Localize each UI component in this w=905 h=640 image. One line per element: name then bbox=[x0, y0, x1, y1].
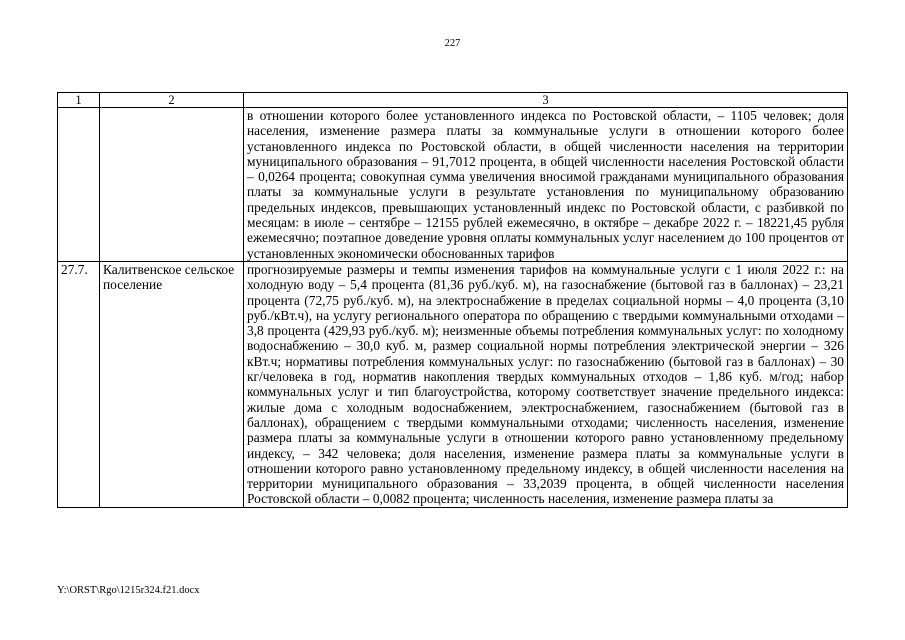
table-row bbox=[58, 108, 848, 262]
page-number: 227 bbox=[444, 38, 461, 49]
column-header: 3 bbox=[244, 93, 848, 108]
row-number: 27.7. bbox=[58, 261, 100, 507]
content-table bbox=[57, 92, 848, 508]
column-header: 1 bbox=[58, 93, 100, 108]
row-text bbox=[244, 261, 848, 507]
table-row bbox=[58, 261, 848, 507]
column-header: 2 bbox=[100, 93, 244, 108]
row-text bbox=[244, 108, 848, 262]
row-paragraph: прогнозируемые размеры и темпы изменения тарифов на коммунальные услуги с 1 июля 2022 г.: на холодную воду – 5,4 процента (81,36 руб./куб. м), на газоснабжение (бытовой газ в баллонах) – 23,21 процента (72,75 руб./куб. м), на электроснабжение в пределах социальной нормы – 4,0 процента (3,10 руб./кВт.ч), на услугу регионального оператора по обращению с твердыми коммунальными отходами – 3,8 процента (429,93 руб./куб. м); неизменные объемы потребления коммунальных услуг: по холодному водоснабжению – 30,0 куб. м, размер социальной нормы потребления электрической энергии – 326 кВт.ч; нормативы потребления коммунальных услуг: по газоснабжению (бытовой газ в баллонах) – 30 кг/человека в год, норматив накопления твердых коммунальных отходов – 1,86 куб. м/год; набор коммунальных услуг и тип благоустройства, которому соответствует значение предельного индекса: жилые дома с холодным водоснабжением, электроснабжением, газоснабжением (бытовой газ в баллонах), обращением с твердыми коммунальными отходами; численность населения, изменение размера платы за коммунальные услуги в отношении которого равно установленному предельному индексу, – 342 человека; доля населения, изменение размера платы за коммунальные услуги в отношении которого равно установленному предельному индексу, в общей численности населения на территории муниципального образования – 33,2039 процента, в общей численности населения Ростовской области – 0,0082 процента; численность населения, изменение размера платы за bbox=[247, 261, 844, 507]
settlement-name: Калитвенское сельское поселение bbox=[100, 261, 244, 507]
row-paragraph: в отношении которого более установленного индекса по Ростовской области, – 1105 человек; доля населения, изменение размера платы за коммунальные услуги в отношении которого более установленного индекса по Ростовской области, в общей численности населения на территории муниципального образования – 91,7012 процента, в общей численности населения Ростовской области – 0,0264 процента; совокупная сумма увеличения вносимой гражданами муниципального образования платы за коммунальные услуги в результате установления по муниципальному образованию предельных индексов, превышающих установленный индекс по Ростовской области, с разбивкой по месяцам: в июле – сентябре – 12155 рублей ежемесячно, в октябре – декабре 2022 г. – 18221,45 рубля ежемесячно; поэтапное доведение уровня оплаты коммунальных услуг населением до 100 процентов от установленных экономически обоснованных тарифов bbox=[247, 108, 844, 261]
settlement-name bbox=[100, 108, 244, 262]
row-number bbox=[58, 108, 100, 262]
table-header-row bbox=[58, 93, 848, 108]
file-path-footer: Y:\ORST\Rgo\1215r324.f21.docx bbox=[57, 585, 200, 596]
